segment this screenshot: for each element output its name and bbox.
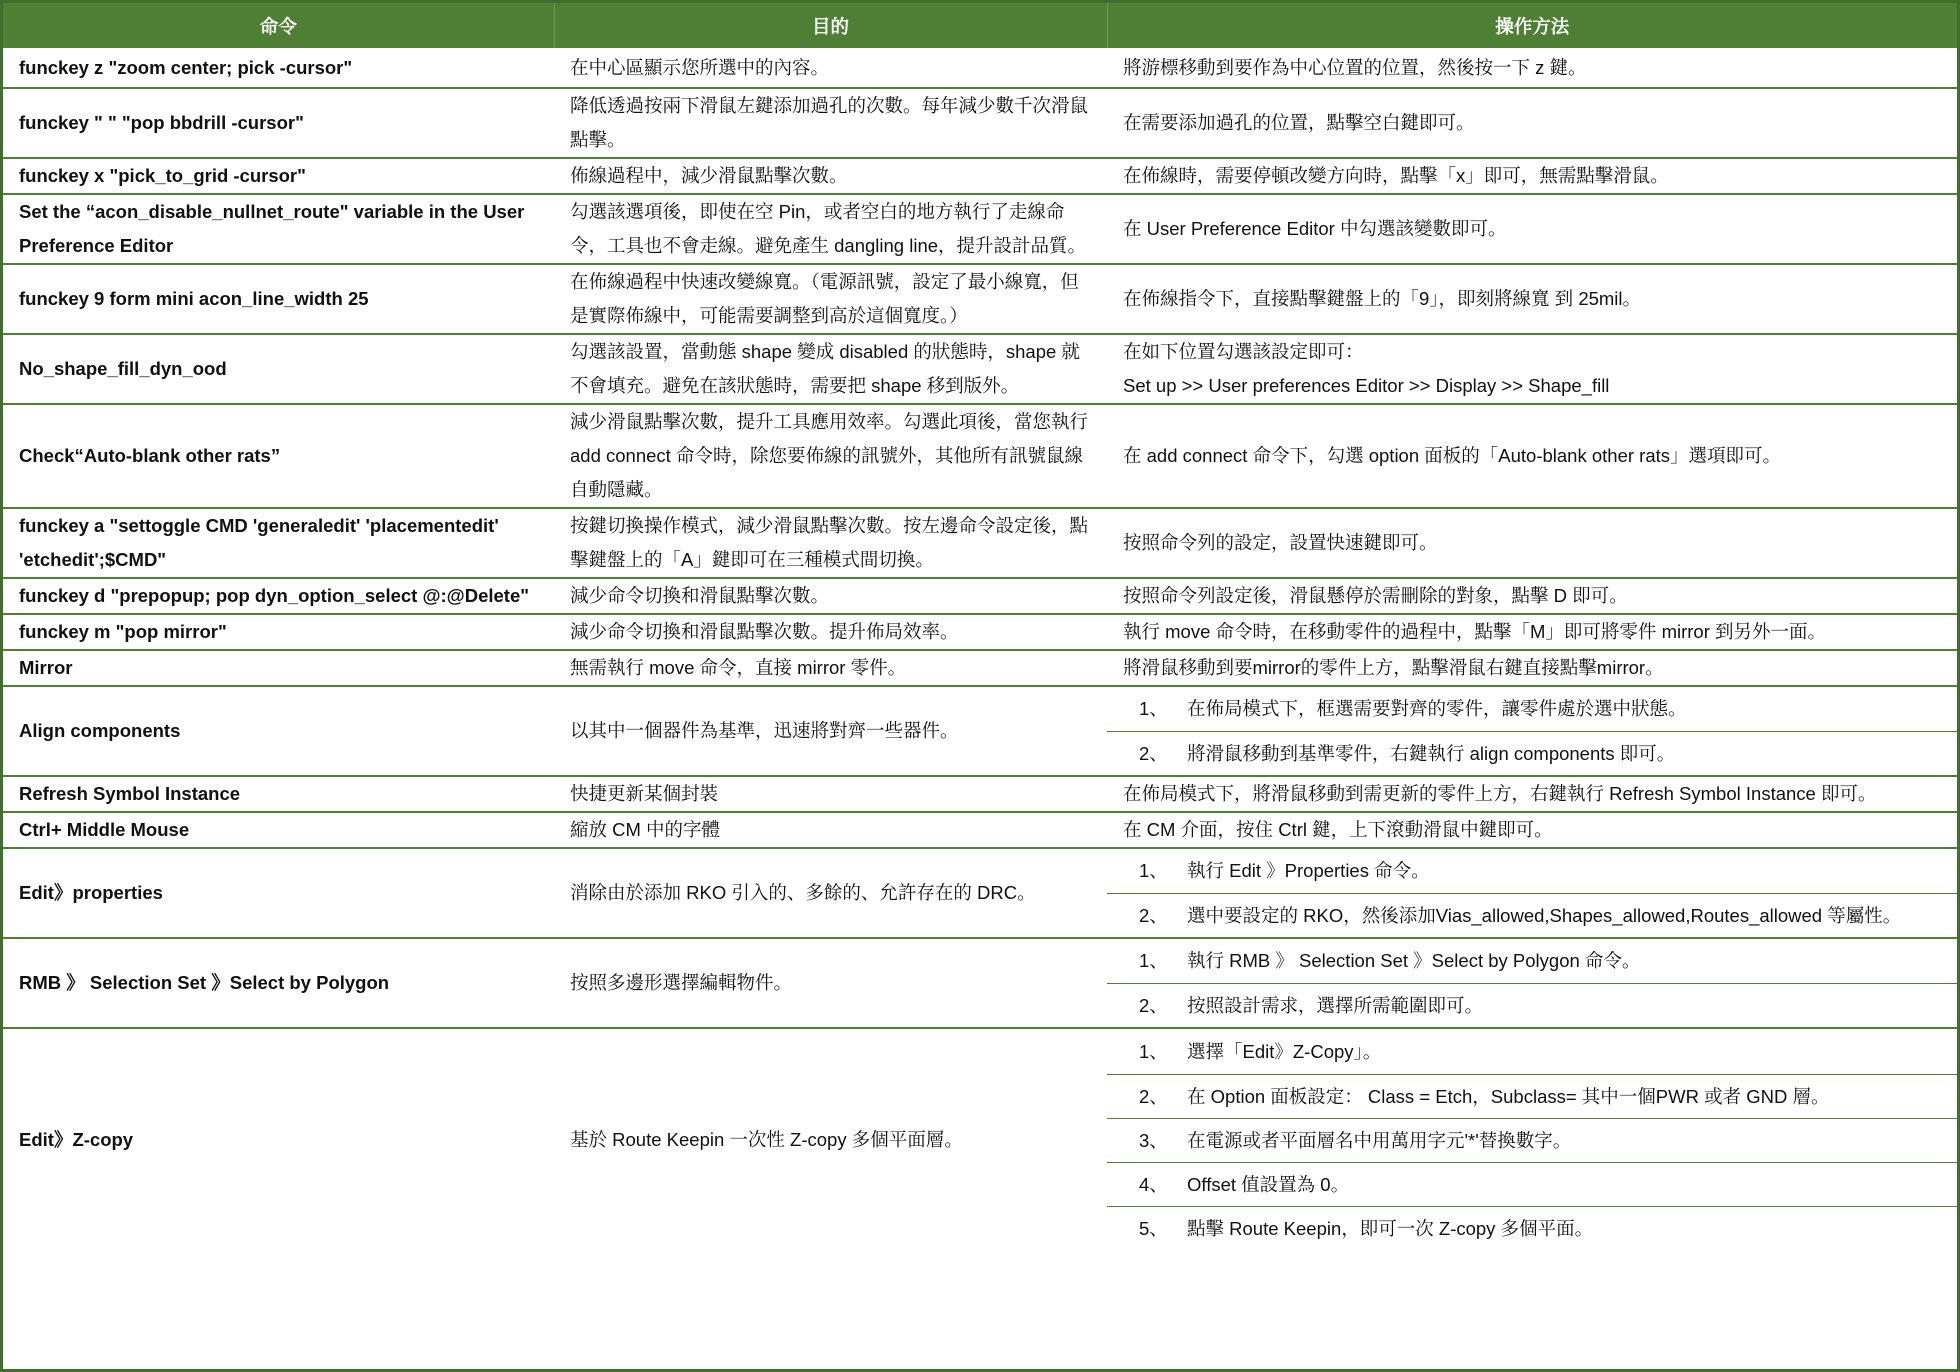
- method-cell: 在佈線時，需要停頓改變方向時，點擊「x」即可，無需點擊滑鼠。: [1107, 158, 1957, 194]
- command-cell: Ctrl+ Middle Mouse: [3, 812, 554, 848]
- command-cell: Mirror: [3, 650, 554, 686]
- command-cell: RMB 》 Selection Set 》Select by Polygon: [3, 938, 554, 1028]
- method-cell: 將游標移動到要作為中心位置的位置，然後按一下 z 鍵。: [1107, 48, 1957, 88]
- step-number: 2、: [1139, 995, 1168, 1016]
- step-text: 執行 RMB 》 Selection Set 》Select by Polygon 命令。: [1187, 950, 1641, 971]
- method-cell: 在如下位置勾選該設定即可： Set up >> User preferences Editor >> Display >> Shape_fill: [1107, 334, 1957, 404]
- method-step: [1107, 939, 1957, 983]
- method-step: [1107, 983, 1957, 1027]
- method-cell: 在佈局模式下，將滑鼠移動到需更新的零件上方，右鍵執行 Refresh Symbol Instance 即可。: [1107, 776, 1957, 812]
- step-text: 選擇「Edit》Z-Copy」。: [1187, 1040, 1382, 1062]
- command-cell: funckey 9 form mini acon_line_width 25: [3, 264, 554, 334]
- table-row: [3, 686, 1957, 776]
- table-row: [3, 938, 1957, 1028]
- step-number: 1、: [1139, 1040, 1168, 1062]
- table-row: [3, 578, 1957, 614]
- method-step: [1107, 1206, 1957, 1250]
- command-cell: funckey " " "pop bbdrill -cursor": [3, 88, 554, 158]
- command-cell: funckey d "prepopup; pop dyn_option_select @:@Delete": [3, 578, 554, 614]
- step-text: 選中要設定的 RKO，然後添加Vias_allowed,Shapes_allowed,Routes_allowed 等屬性。: [1187, 905, 1902, 926]
- table-row: [3, 404, 1957, 508]
- method-step: [1107, 1074, 1957, 1118]
- step-text: 將滑鼠移動到基準零件，右鍵執行 align components 即可。: [1187, 743, 1676, 764]
- table-row: [3, 650, 1957, 686]
- table-row: [3, 334, 1957, 404]
- header-purpose: 目的: [554, 3, 1107, 48]
- purpose-cell: 快捷更新某個封裝: [554, 776, 1107, 812]
- table-row: [3, 812, 1957, 848]
- command-cell: funckey m "pop mirror": [3, 614, 554, 650]
- purpose-cell: 減少命令切換和滑鼠點擊次數。: [554, 578, 1107, 614]
- step-number: 1、: [1139, 698, 1168, 719]
- table-row: [3, 848, 1957, 938]
- purpose-cell: 按照多邊形選擇編輯物件。: [554, 938, 1107, 1028]
- purpose-cell: 減少命令切換和滑鼠點擊次數。提升佈局效率。: [554, 614, 1107, 650]
- step-text: 在 Option 面板設定： Class = Etch，Subclass= 其中一個PWR 或者 GND 層。: [1187, 1085, 1830, 1107]
- method-steps-cell: [1107, 848, 1957, 938]
- table-row: [3, 158, 1957, 194]
- command-cell: No_shape_fill_dyn_ood: [3, 334, 554, 404]
- step-number: 4、: [1139, 1173, 1168, 1195]
- step-text: 按照設計需求，選擇所需範圍即可。: [1187, 995, 1484, 1016]
- method-cell: 在 add connect 命令下，勾選 option 面板的「Auto-blank other rats」選項即可。: [1107, 404, 1957, 508]
- method-cell: 在佈線指令下，直接點擊鍵盤上的「9」，即刻將線寬 到 25mil。: [1107, 264, 1957, 334]
- method-step: [1107, 1030, 1957, 1074]
- purpose-cell: 勾選該選項後，即使在空 Pin，或者空白的地方執行了走線命令，工具也不會走線。避免產生 dangling line，提升設計品質。: [554, 194, 1107, 264]
- table-row: [3, 776, 1957, 812]
- header-method: 操作方法: [1107, 3, 1957, 48]
- method-step: [1107, 1118, 1957, 1162]
- step-text: Offset 值設置為 0。: [1187, 1173, 1350, 1195]
- header-row: [3, 3, 1957, 48]
- purpose-cell: 減少滑鼠點擊次數，提升工具應用效率。勾選此項後，當您執行 add connect 命令時，除您要佈線的訊號外，其他所有訊號鼠線自動隱藏。: [554, 404, 1107, 508]
- purpose-cell: 縮放 CM 中的字體: [554, 812, 1107, 848]
- step-text: 執行 Edit 》Properties 命令。: [1187, 860, 1430, 881]
- command-cell: funckey z "zoom center; pick -cursor": [3, 48, 554, 88]
- command-cell: Edit》Z-copy: [19, 1128, 134, 1150]
- method-step: [1107, 687, 1957, 731]
- purpose-cell: 消除由於添加 RKO 引入的、多餘的、允許存在的 DRC。: [554, 848, 1107, 938]
- purpose-cell: 勾選該設置，當動態 shape 變成 disabled 的狀態時，shape 就不會填充。避免在該狀態時，需要把 shape 移到版外。: [554, 334, 1107, 404]
- command-cell: funckey x "pick_to_grid -cursor": [3, 158, 554, 194]
- step-number: 2、: [1139, 743, 1168, 764]
- purpose-cell: 基於 Route Keepin 一次性 Z-copy 多個平面層。: [570, 1128, 963, 1150]
- table-row: [3, 1028, 1957, 1250]
- purpose-cell: 按鍵切換操作模式，減少滑鼠點擊次數。按左邊命令設定後，點擊鍵盤上的「A」鍵即可在三種模式間切換。: [554, 508, 1107, 578]
- method-step: [1107, 1162, 1957, 1206]
- step-number: 1、: [1139, 860, 1168, 881]
- purpose-cell: 以其中一個器件為基準，迅速將對齊一些器件。: [554, 686, 1107, 776]
- command-cell: Align components: [3, 686, 554, 776]
- purpose-cell: 在中心區顯示您所選中的內容。: [554, 48, 1107, 88]
- command-cell: funckey a "settoggle CMD 'generaledit' 'placementedit' 'etchedit';$CMD": [3, 508, 554, 578]
- purpose-cell: 降低透過按兩下滑鼠左鍵添加過孔的次數。每年減少數千次滑鼠點擊。: [554, 88, 1107, 158]
- table-row: [3, 194, 1957, 264]
- step-text: 點擊 Route Keepin，即可一次 Z-copy 多個平面。: [1187, 1217, 1594, 1239]
- table-header: [3, 3, 1957, 48]
- purpose-cell: 無需執行 move 命令，直接 mirror 零件。: [554, 650, 1107, 686]
- commands-table: [3, 3, 1957, 1250]
- step-text: 在佈局模式下，框選需要對齊的零件，讓零件處於選中狀態。: [1187, 698, 1687, 719]
- method-cell: 在需要添加過孔的位置，點擊空白鍵即可。: [1107, 88, 1957, 158]
- method-steps-cell: [1107, 686, 1957, 776]
- table-row: [3, 48, 1957, 88]
- command-cell: Refresh Symbol Instance: [3, 776, 554, 812]
- purpose-cell: 在佈線過程中快速改變線寬。（電源訊號，設定了最小線寬，但是實際佈線中，可能需要調整到高於這個寬度。）: [554, 264, 1107, 334]
- purpose-cell: 佈線過程中，減少滑鼠點擊次數。: [554, 158, 1107, 194]
- command-cell: Check“Auto-blank other rats”: [3, 404, 554, 508]
- step-number: 2、: [1139, 905, 1168, 926]
- method-steps-cell: [1107, 1028, 1957, 1250]
- method-step: [1107, 893, 1957, 937]
- method-cell: 按照命令列的設定，設置快速鍵即可。: [1107, 508, 1957, 578]
- method-steps-cell: [1107, 938, 1957, 1028]
- command-cell: Set the “acon_disable_nullnet_route" variable in the User Preference Editor: [3, 194, 554, 264]
- table-row: [3, 508, 1957, 578]
- table-row: [3, 264, 1957, 334]
- step-number: 5、: [1139, 1217, 1168, 1239]
- method-cell: 在 CM 介面，按住 Ctrl 鍵，上下滾動滑鼠中鍵即可。: [1107, 812, 1957, 848]
- step-number: 3、: [1139, 1129, 1168, 1151]
- method-cell: 執行 move 命令時，在移動零件的過程中，點擊「M」即可將零件 mirror 到另外一面。: [1107, 614, 1957, 650]
- method-step: [1107, 849, 1957, 893]
- method-cell: 按照命令列設定後，滑鼠懸停於需刪除的對象，點擊 D 即可。: [1107, 578, 1957, 614]
- command-cell: Edit》properties: [3, 848, 554, 938]
- table-row: [3, 614, 1957, 650]
- method-step: [1107, 731, 1957, 775]
- method-cell: 將滑鼠移動到要mirror的零件上方，點擊滑鼠右鍵直接點擊mirror。: [1107, 650, 1957, 686]
- table-row: [3, 88, 1957, 158]
- method-cell: 在 User Preference Editor 中勾選該變數即可。: [1107, 194, 1957, 264]
- table-body: [3, 48, 1957, 1250]
- header-command: 命令: [3, 3, 554, 48]
- step-number: 2、: [1139, 1085, 1168, 1107]
- step-number: 1、: [1139, 950, 1168, 971]
- step-text: 在電源或者平面層名中用萬用字元'*'替換數字。: [1187, 1129, 1572, 1151]
